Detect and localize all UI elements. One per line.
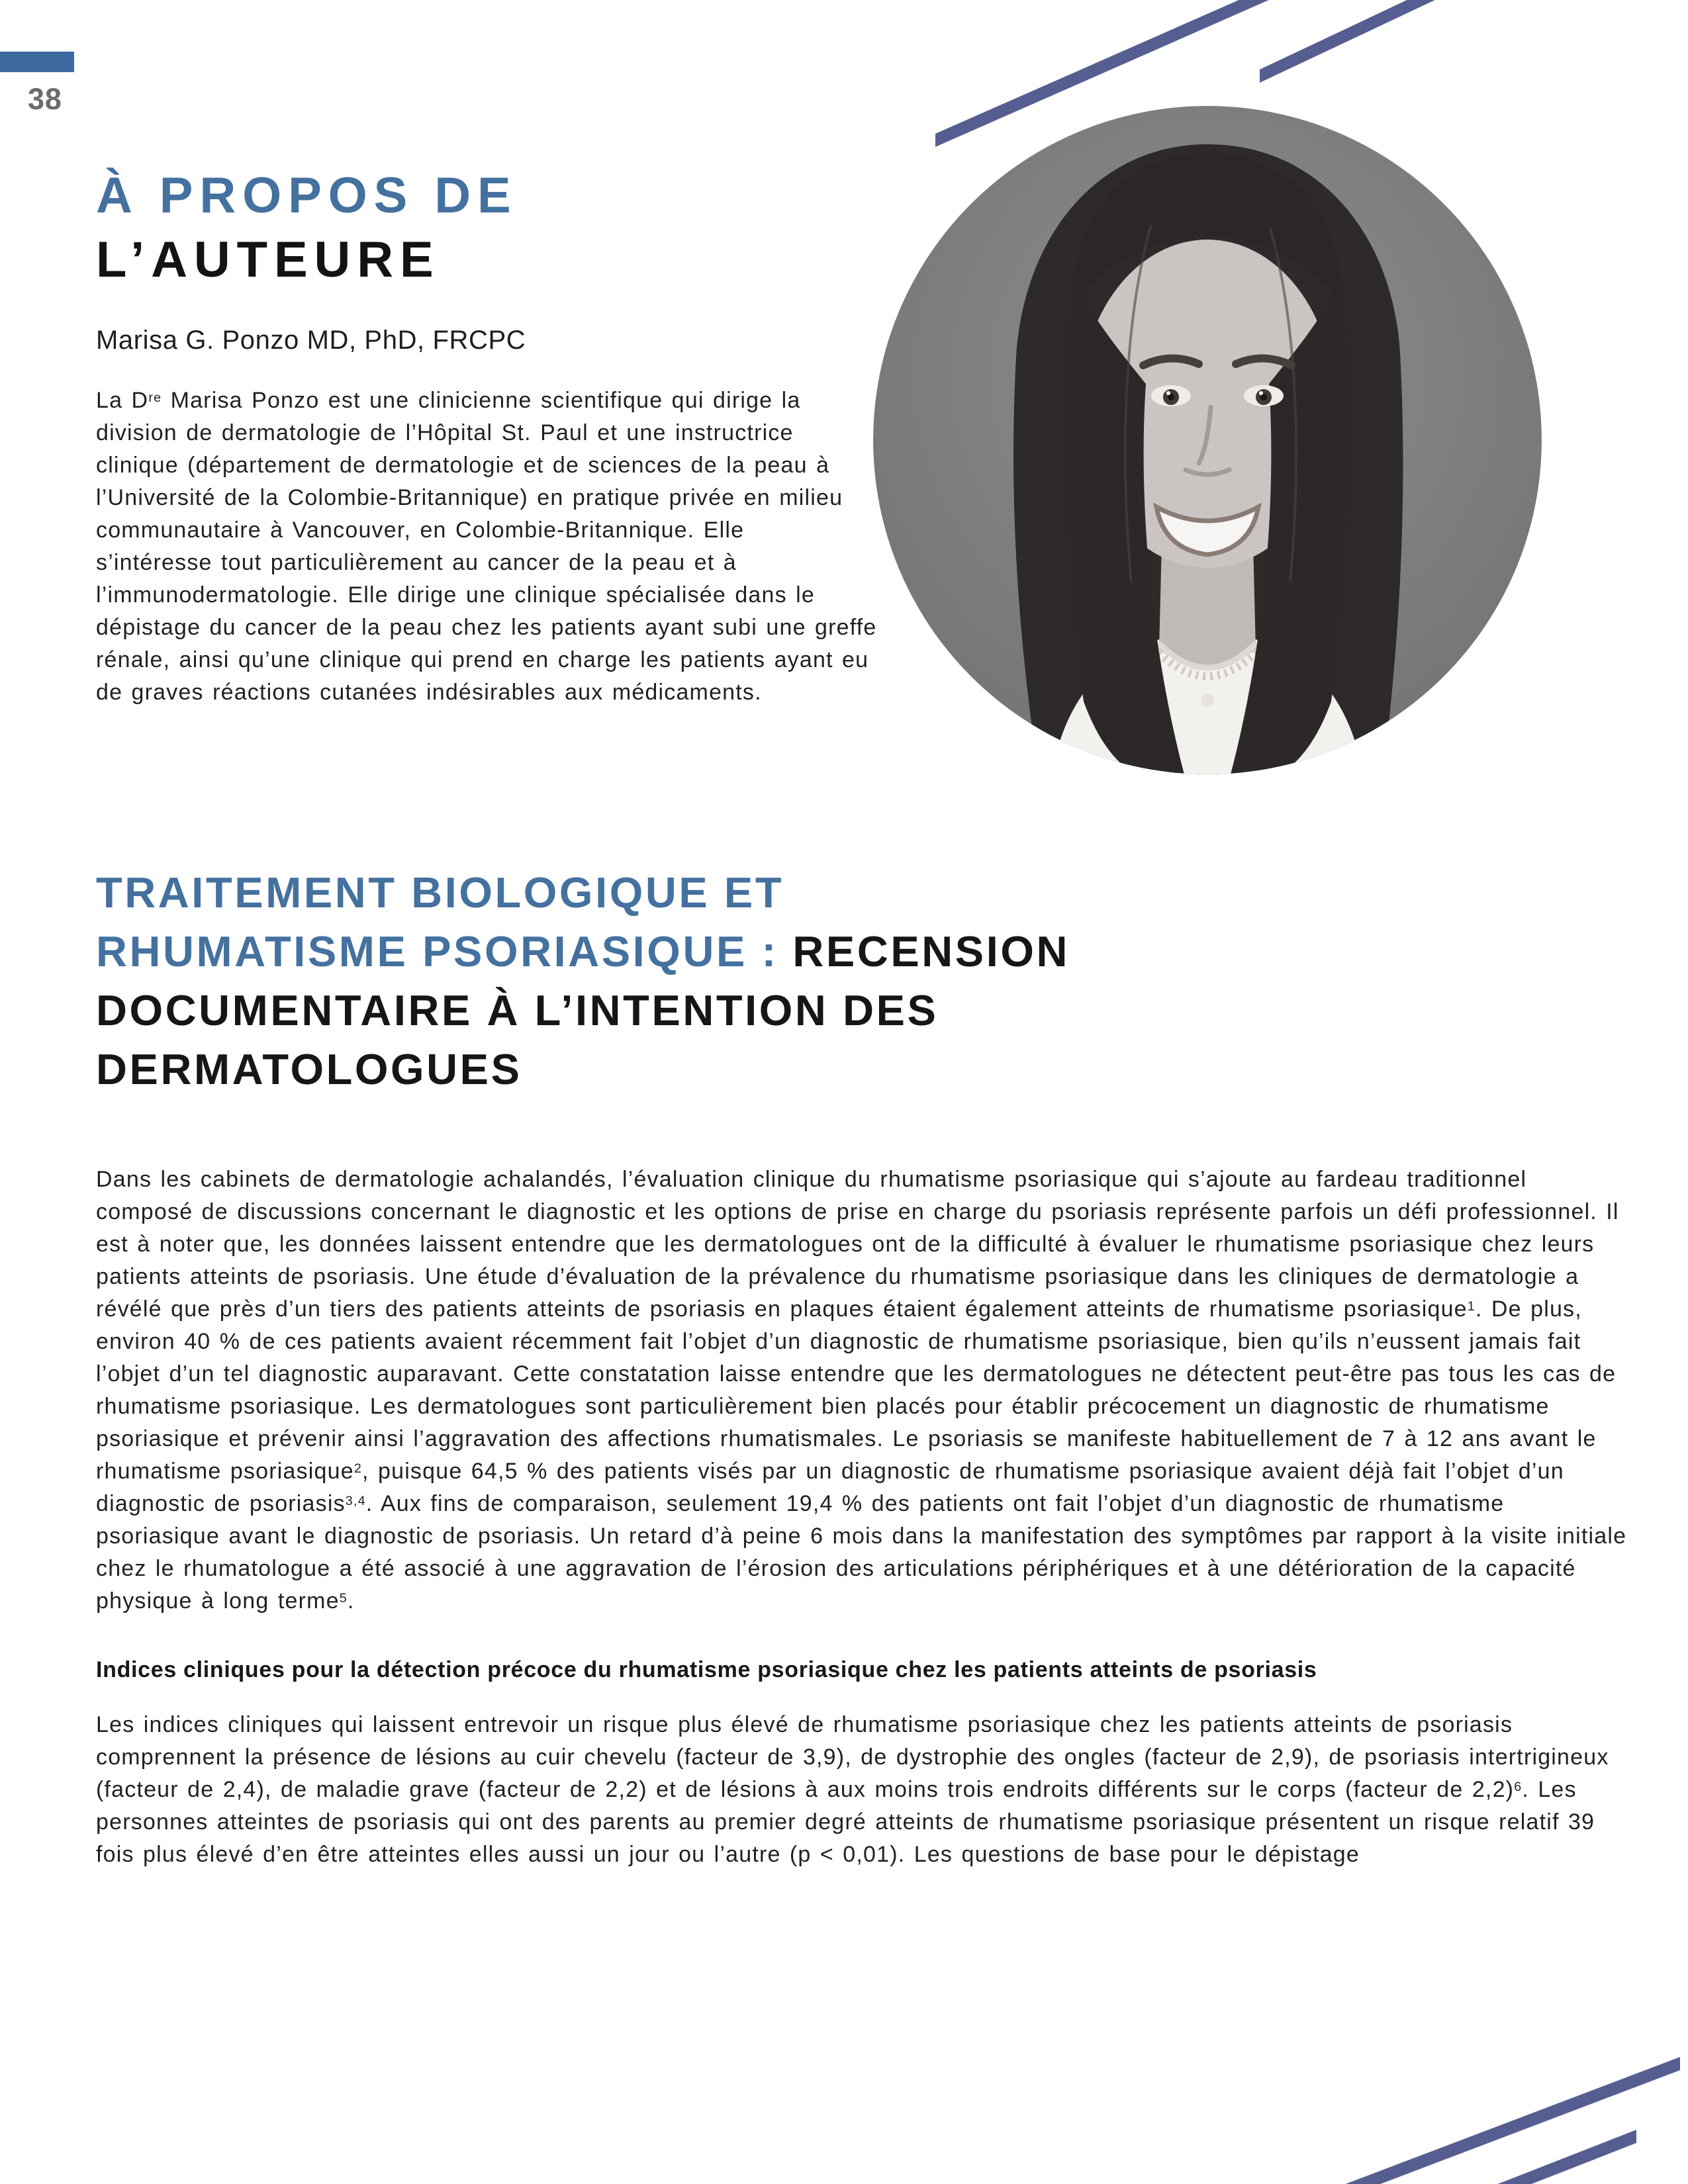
text-segment: La D — [96, 387, 149, 413]
superscript-reference: 2 — [353, 1461, 362, 1477]
diagonal-line-bottom-right-long — [1344, 2057, 1680, 2184]
text-segment: . Les personnes atteintes de psoriasis qui ont des parents au premier degré atteints de rhumatisme psoriasique présentent un risque relatif 39 fois plus élevé d’en être atteintes elles aussi un jour ou l’autre (p < 0,01). Les questions de base pour le dépistage — [96, 1776, 1595, 1867]
portrait-photo-image — [873, 106, 1542, 774]
article-title-text-dark: DERMATOLOGUES — [96, 1044, 522, 1093]
author-name: Marisa G. Ponzo MD, PhD, FRCPC — [96, 325, 526, 355]
text-segment: . Aux fins de comparaison, seulement 19,4 % des patients ont fait l’objet d’un diagnostic de rhumatisme psoriasique avant le diagnostic de psoriasis. Un retard d’à peine 6 mois dans la manifestation des symptômes par rapport à la visite initiale chez le rhumatologue a été associé à une aggravation de l’érosion des articulations périphériques et à une détérioration de la capacité physique à long terme — [96, 1490, 1627, 1614]
article-title-line — [96, 1040, 1628, 1099]
article-title-text-dark: RECENSION — [792, 927, 1070, 976]
about-title-line-1: À PROPOS DE — [96, 167, 518, 224]
text-segment: Dans les cabinets de dermatologie achalandés, l’évaluation clinique du rhumatisme psoriasique qui s’ajoute au fardeau traditionnel composé de discussions concernant le diagnostic et les options de prise en charge du psoriasis représente parfois un défi professionnel. Il est à noter que, les données laissent entendre que les dermatologues ont de la difficulté à évaluer le rhumatisme psoriasique chez leurs patients atteints de psoriasis. Une étude d’évaluation de la prévalence du rhumatisme psoriasique dans les cliniques de dermatologie a révélé que près d’un tiers des patients atteints de psoriasis en plaques étaient également atteints de rhumatisme psoriasique — [96, 1166, 1619, 1322]
text-segment: , puisque 64,5 % des patients visés par un diagnostic de rhumatisme psoriasique avaient déjà fait l’objet d’un diagnostic de psoriasis — [96, 1458, 1564, 1516]
article-title-line — [96, 922, 1628, 981]
page-number: 38 — [28, 82, 62, 116]
author-portrait — [873, 106, 1542, 774]
article-title — [96, 863, 1628, 1099]
superscript-reference: 1 — [1467, 1299, 1476, 1314]
diagonal-line-bottom-right-short — [1496, 2130, 1636, 2184]
superscript-reference: re — [148, 390, 162, 405]
article-paragraph-2 — [96, 1709, 1628, 1871]
article-title-text-blue: RHUMATISME PSORIASIQUE : — [96, 927, 793, 976]
text-segment: . — [347, 1588, 355, 1614]
diagonal-line-top-right-short — [1260, 0, 1463, 83]
superscript-reference: 3,4 — [345, 1494, 366, 1509]
article-title-line — [96, 863, 1628, 922]
about-title-line-2: L’AUTEURE — [96, 231, 440, 288]
article-paragraph-1 — [96, 1163, 1628, 1617]
article-section — [96, 827, 1628, 1893]
page-corner-tab — [0, 52, 74, 72]
superscript-reference: 5 — [339, 1591, 348, 1606]
text-segment: Les indices cliniques qui laissent entrevoir un risque plus élevé de rhumatisme psoriasique chez les patients atteints de psoriasis comprennent la présence de lésions au cuir chevelu (facteur de 3,9), de dystrophie des ongles (facteur de 2,9), de psoriasis intertrigineux (facteur de 2,4), de maladie grave (facteur de 2,2) et de lésions à aux moins trois endroits différents sur le corps (facteur de 2,2) — [96, 1711, 1609, 1802]
article-subheading: Indices cliniques pour la détection précoce du rhumatisme psoriasique chez les patients atteints de psoriasis — [96, 1657, 1317, 1682]
article-title-line — [96, 981, 1628, 1040]
text-segment: . De plus, environ 40 % de ces patients avaient récemment fait l’objet d’un diagnostic de rhumatisme psoriasique, bien qu’ils n’eussent jamais fait l’objet d’un tel diagnostic auparavant. Cette constatation laisse entendre que les dermatologues ne détectent peut-être pas tous les cas de rhumatisme psoriasique. Les dermatologues sont particulièrement bien placés pour établir précocement un diagnostic de rhumatisme psoriasique et prévenir ainsi l’aggravation des affections rhumatismales. Le psoriasis se manifeste habituellement de 7 à 12 ans avant le rhumatisme psoriasique — [96, 1296, 1617, 1484]
text-segment: Marisa Ponzo est une clinicienne scientifique qui dirige la division de dermatologie de l’Hôpital St. Paul et une instructrice clinique (département de dermatologie et de sciences de la peau à l’Université de la Colombie-Britannique) en pratique privée en milieu communautaire à Vancouver, en Colombie-Britannique. Elle s’intéresse tout particulièrement au cancer de la peau et à l’immunodermatologie. Elle dirige une clinique spécialisée dans le dépistage du cancer de la peau chez les patients ayant subi une greffe rénale, ainsi qu’une clinique qui prend en charge les patients ayant eu de graves réactions cutanées indésirables aux médicaments. — [96, 387, 877, 705]
superscript-reference: 6 — [1514, 1780, 1523, 1795]
article-title-text-blue: TRAITEMENT BIOLOGIQUE ET — [96, 868, 784, 917]
about-author-section — [96, 130, 1626, 801]
article-title-text-dark: DOCUMENTAIRE À L’INTENTION DES — [96, 985, 939, 1034]
